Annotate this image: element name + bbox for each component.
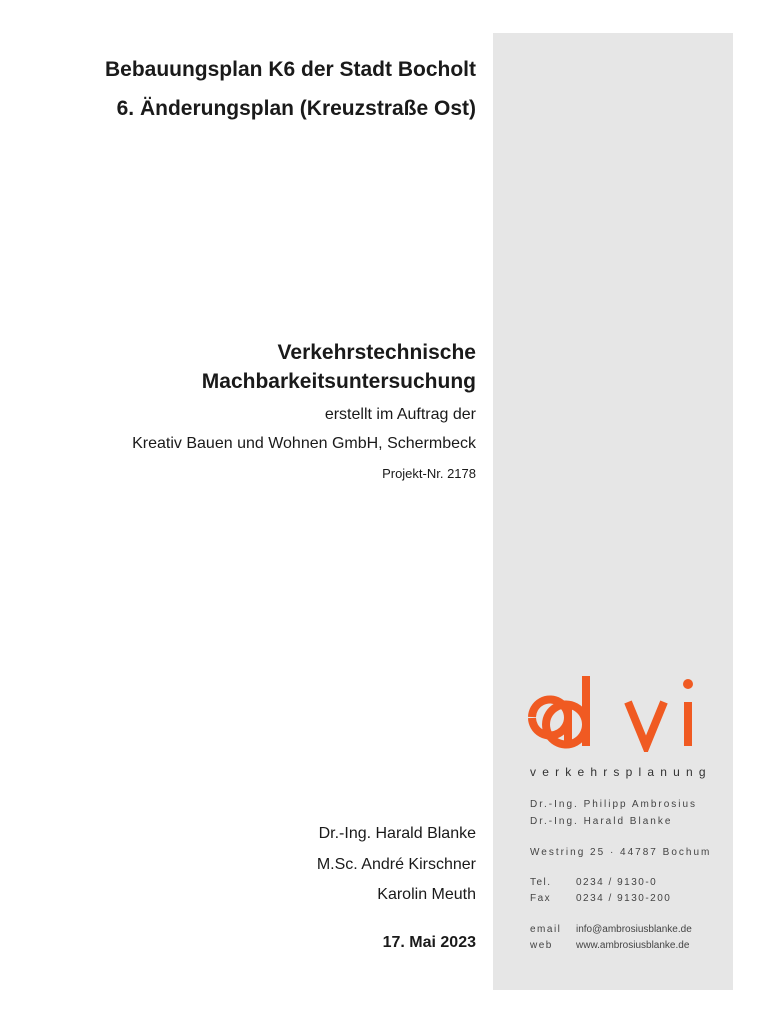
document-date: 17. Mai 2023: [382, 934, 476, 951]
author-name: Karolin Meuth: [377, 886, 476, 903]
document-title-line1: Bebauungsplan K6 der Stadt Bocholt: [104, 58, 476, 81]
partner-name: Dr.-Ing. Philipp Ambrosius: [530, 799, 698, 810]
commission-line: erstellt im Auftrag der: [324, 406, 476, 423]
company-tagline: verkehrsplanung: [530, 765, 712, 779]
subject-line2: Machbarkeitsuntersuchung: [201, 370, 476, 393]
web-link[interactable]: www.ambrosiusblanke.de: [576, 940, 690, 951]
web-label: web: [530, 940, 553, 951]
tel-label: Tel.: [530, 877, 552, 888]
author-name: M.Sc. André Kirschner: [316, 856, 476, 873]
company-address: Westring 25 · 44787 Bochum: [530, 847, 712, 858]
client-name: Kreativ Bauen und Wohnen GmbH, Schermbeck: [132, 435, 476, 452]
partner-name: Dr.-Ing. Harald Blanke: [530, 816, 673, 827]
author-name: Dr.-Ing. Harald Blanke: [318, 825, 476, 842]
company-logo: [528, 672, 700, 752]
email-link[interactable]: info@ambrosiusblanke.de: [576, 924, 692, 935]
fax-value: 0234 / 9130-200: [576, 893, 672, 904]
tel-value: 0234 / 9130-0: [576, 877, 658, 888]
subject-line1: Verkehrstechnische: [277, 341, 476, 364]
email-label: email: [530, 924, 562, 935]
fax-label: Fax: [530, 893, 552, 904]
project-number: Projekt-Nr. 2178: [382, 466, 476, 481]
document-title-line2: 6. Änderungsplan (Kreuzstraße Ost): [116, 97, 476, 120]
